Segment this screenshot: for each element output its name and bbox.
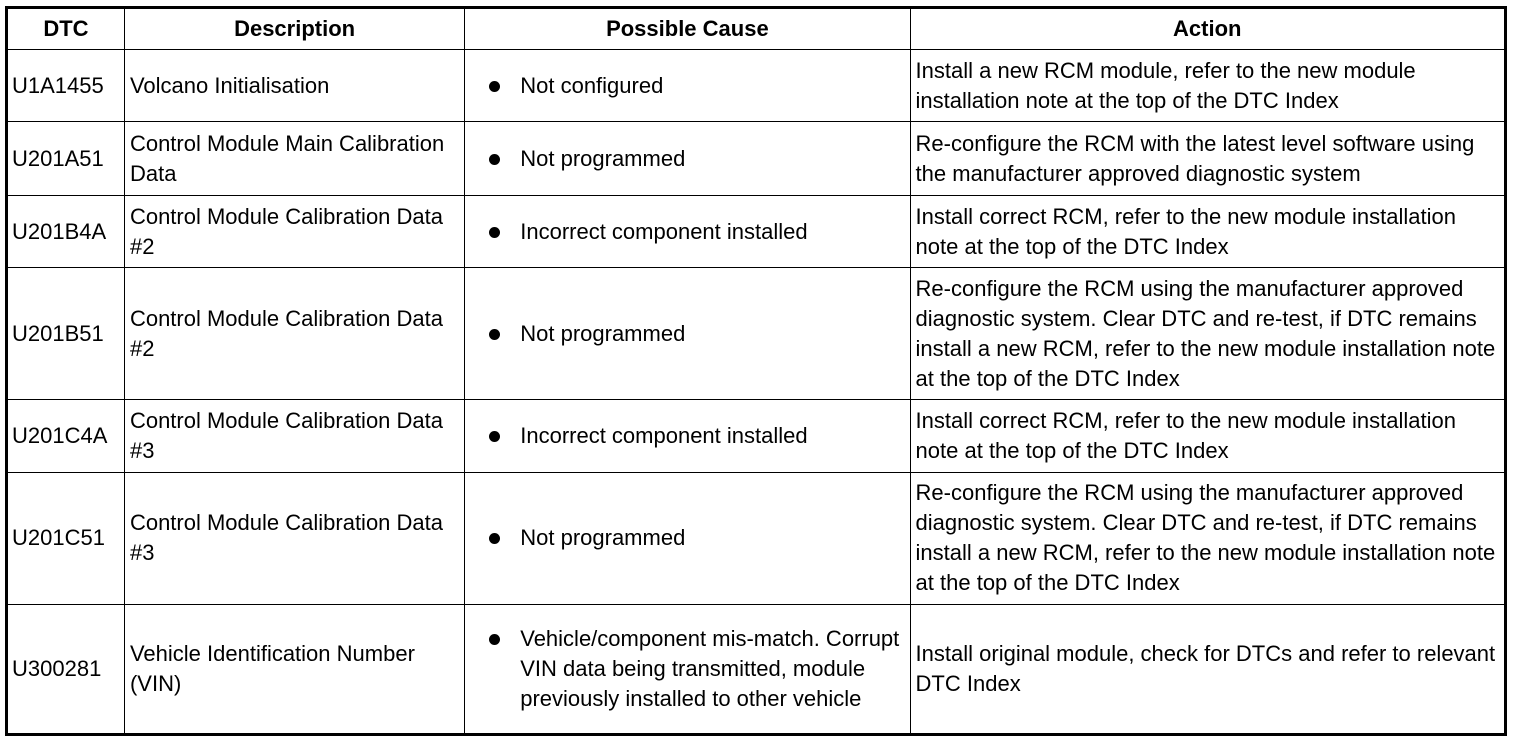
table-row (7, 196, 1506, 268)
header-dtc: DTC (7, 8, 125, 50)
possible-cause (465, 122, 910, 196)
bullet-icon (489, 227, 500, 238)
description: Control Module Calibration Data #3 (124, 472, 464, 604)
bullet-icon (489, 81, 500, 92)
cause-text: Not programmed (520, 525, 686, 551)
dtc-code: U201B51 (7, 268, 125, 400)
table-row (7, 472, 1506, 604)
possible-cause (465, 472, 910, 604)
possible-cause (465, 604, 910, 734)
table-row (7, 268, 1506, 400)
table-row (7, 604, 1506, 734)
bullet-icon (489, 431, 500, 442)
cause-text: Incorrect component installed (520, 423, 808, 449)
table-row (7, 122, 1506, 196)
description: Vehicle Identification Number (VIN) (124, 604, 464, 734)
bullet-icon (489, 533, 500, 544)
description: Control Module Main Calibration Data (124, 122, 464, 196)
description: Control Module Calibration Data #2 (124, 196, 464, 268)
action: Re-configure the RCM using the manufacturer approved diagnostic system. Clear DTC and re-test, if DTC remains install a new RCM, refer to the new module installation note at the top of the DTC Index (910, 268, 1505, 400)
header-description: Description (124, 8, 464, 50)
table-row (7, 50, 1506, 122)
description: Control Module Calibration Data #2 (124, 268, 464, 400)
dtc-code: U300281 (7, 604, 125, 734)
action: Install original module, check for DTCs and refer to relevant DTC Index (910, 604, 1505, 734)
possible-cause (465, 196, 910, 268)
cause-text: Not programmed (520, 320, 686, 346)
cause-text: Incorrect component installed (520, 218, 808, 244)
dtc-code: U201C51 (7, 472, 125, 604)
action: Install correct RCM, refer to the new module installation note at the top of the DTC Index (910, 196, 1505, 268)
action: Install correct RCM, refer to the new module installation note at the top of the DTC Index (910, 400, 1505, 472)
header-possible-cause: Possible Cause (465, 8, 910, 50)
action: Re-configure the RCM with the latest level software using the manufacturer approved diagnostic system (910, 122, 1505, 196)
possible-cause (465, 400, 910, 472)
possible-cause (465, 50, 910, 122)
action: Install a new RCM module, refer to the new module installation note at the top of the DTC Index (910, 50, 1505, 122)
bullet-icon (489, 634, 500, 645)
cause-text: Not configured (520, 72, 664, 98)
action: Re-configure the RCM using the manufacturer approved diagnostic system. Clear DTC and re-test, if DTC remains install a new RCM, refer to the new module installation note at the top of the DTC Index (910, 472, 1505, 604)
bullet-icon (489, 329, 500, 340)
dtc-code: U201B4A (7, 196, 125, 268)
header-row (7, 8, 1506, 50)
bullet-icon (489, 154, 500, 165)
table-row (7, 400, 1506, 472)
header-action: Action (910, 8, 1505, 50)
description: Volcano Initialisation (124, 50, 464, 122)
dtc-code: U201C4A (7, 400, 125, 472)
dtc-code: U201A51 (7, 122, 125, 196)
cause-text: Not programmed (520, 145, 686, 171)
possible-cause (465, 268, 910, 400)
cause-text: Vehicle/component mis-match. Corrupt VIN data being transmitted, module previously installed to other vehicle (520, 625, 900, 711)
dtc-table (5, 6, 1507, 736)
dtc-code: U1A1455 (7, 50, 125, 122)
description: Control Module Calibration Data #3 (124, 400, 464, 472)
